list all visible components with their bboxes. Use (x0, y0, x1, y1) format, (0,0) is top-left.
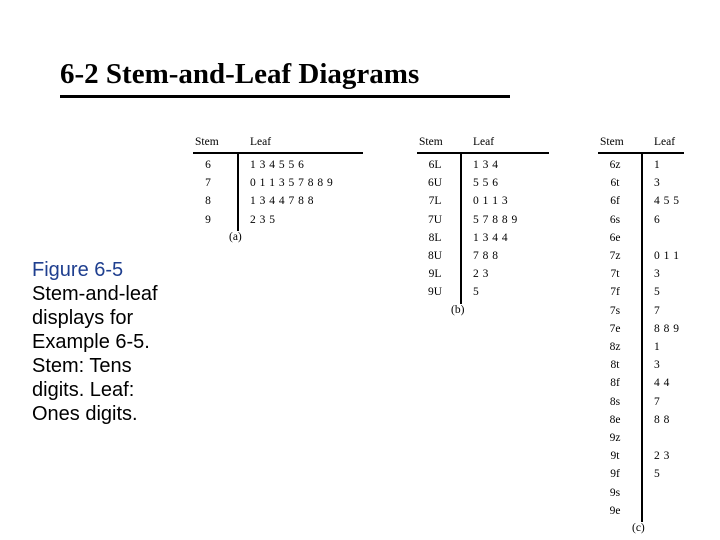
stem-value: 6 (205, 159, 211, 171)
stem-value: 9t (610, 450, 620, 463)
stem-value: 9s (609, 486, 621, 499)
leaf-values: 1 3 4 4 7 8 8 (250, 195, 314, 208)
stem-header: Stem (600, 136, 624, 148)
stem-value: 6s (609, 213, 621, 226)
stem-value: 9 (205, 213, 211, 226)
stem-value: 6t (610, 177, 620, 190)
stem-divider (237, 154, 239, 231)
leaf-values: 8 8 (654, 413, 670, 426)
stem-value: 6e (609, 231, 621, 244)
stem-value: 6L (428, 159, 442, 171)
stem-value: 7t (610, 268, 620, 281)
leaf-values: 0 1 1 3 5 7 8 8 9 (250, 177, 334, 190)
stem-value: 7e (609, 322, 621, 335)
leaf-values: 2 3 (654, 450, 670, 463)
leaf-values: 5 (654, 468, 661, 481)
title-underline (60, 95, 510, 98)
leaf-header: Leaf (473, 136, 495, 148)
figure-caption-text: Stem-and-leaf displays for Example 6-5. Stem: Tens digits. Leaf: Ones digits. (32, 283, 158, 425)
display-label: (b) (451, 303, 465, 316)
leaf-values: 6 (654, 213, 661, 226)
leaf-values: 5 7 8 8 9 (473, 213, 518, 226)
figure-label: Figure 6-5 (32, 259, 124, 281)
leaf-values: 4 5 5 (654, 195, 680, 208)
stem-divider (460, 154, 462, 304)
stem-value: 7 (205, 177, 211, 190)
leaf-values: 1 (654, 341, 661, 353)
leaf-values: 5 (473, 286, 480, 299)
stem-value: 9e (609, 504, 621, 517)
stem-header: Stem (195, 136, 219, 148)
slide-title: 6-2 Stem-and-Leaf Diagrams (60, 58, 420, 90)
leaf-values: 8 8 9 (654, 322, 680, 335)
stem-value: 8f (610, 377, 620, 390)
leaf-values: 4 4 (654, 377, 670, 390)
leaf-values: 5 5 6 (473, 177, 499, 190)
leaf-values: 7 (654, 395, 661, 408)
stem-value: 6f (610, 195, 620, 208)
stem-value: 8L (428, 231, 442, 244)
leaf-values: 2 3 5 (250, 213, 276, 226)
stem-value: 8U (427, 250, 443, 262)
leaf-values: 3 (654, 359, 661, 372)
leaf-values: 5 (654, 286, 661, 299)
leaf-values: 1 3 4 4 (473, 231, 509, 244)
stem-value: 8s (609, 395, 621, 408)
stem-value: 7U (427, 213, 443, 226)
stem-value: 6U (427, 177, 443, 190)
leaf-values: 3 (654, 177, 661, 190)
stem-value: 8e (609, 413, 621, 426)
stem-value: 8z (609, 341, 621, 353)
leaf-values: 0 1 1 3 (473, 195, 509, 208)
stem-divider (641, 154, 643, 522)
stem-value: 7z (609, 250, 621, 262)
stem-value: 8 (205, 195, 211, 208)
leaf-header: Leaf (250, 136, 272, 148)
leaf-header: Leaf (654, 136, 676, 148)
stem-value: 9U (427, 286, 443, 299)
stem-value: 8t (610, 359, 620, 372)
header-rule (417, 152, 549, 154)
stem-value: 7s (609, 304, 621, 317)
leaf-values: 7 8 8 (473, 250, 499, 262)
display-label: (c) (632, 522, 645, 534)
stem-value: 9z (609, 432, 621, 444)
leaf-values: 1 (654, 159, 661, 171)
leaf-values: 0 1 1 (654, 250, 680, 262)
leaf-values: 1 3 4 5 5 6 (250, 159, 305, 171)
leaf-values: 7 (654, 304, 661, 317)
stem-value: 6z (609, 159, 621, 171)
stem-value: 9L (428, 268, 442, 281)
header-rule (193, 152, 363, 154)
stem-value: 7L (428, 195, 442, 208)
stem-value: 9f (610, 468, 620, 481)
display-label: (a) (229, 230, 242, 243)
stem-header: Stem (419, 136, 443, 148)
figure-caption (32, 258, 182, 426)
stem-value: 7f (610, 286, 620, 299)
leaf-values: 2 3 (473, 268, 489, 281)
leaf-values: 3 (654, 268, 661, 281)
leaf-values: 1 3 4 (473, 159, 499, 171)
